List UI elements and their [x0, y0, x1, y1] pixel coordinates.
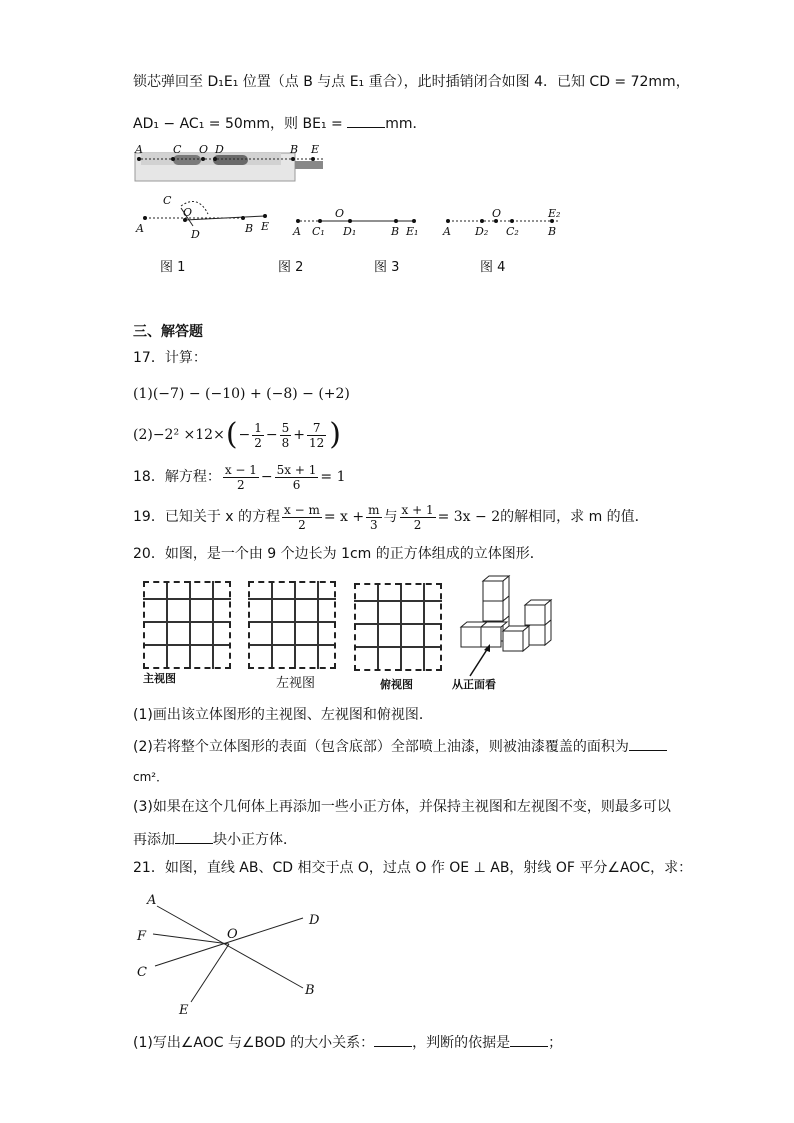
q21-part1-suffix: ； — [548, 1035, 563, 1051]
q21-point-o: O — [227, 927, 238, 942]
q16-line2-unit: mm． — [385, 116, 427, 132]
q21-point-b: B — [305, 983, 315, 998]
q21-part1-mid: ，判断的依据是 — [412, 1035, 511, 1051]
front-view-grid[interactable] — [143, 581, 231, 669]
q18-prefix: 18．解方程： — [133, 469, 221, 485]
q19-mid3: = 3x − 2 — [437, 509, 501, 525]
q20-part3-cont — [133, 829, 297, 850]
q17-part2-prefix: (2)−2² ×12× — [133, 427, 225, 443]
q18-frac-2: $\frac{5x + 1}{6}$ — [276, 462, 317, 492]
q21-reason-blank[interactable] — [510, 1032, 548, 1047]
fig2-label-b: B — [391, 225, 400, 238]
q21-point-f: F — [137, 929, 147, 944]
fig1-label-a: A — [136, 222, 144, 235]
q21-part1-prefix: (1)写出∠AOC 与∠BOD 的大小关系： — [133, 1035, 375, 1051]
figure-2 — [290, 205, 425, 240]
q16-line2 — [133, 113, 426, 134]
q19-prefix: 19．已知关于 x 的方程 — [133, 509, 280, 525]
left-view-caption: 左视图 — [276, 676, 316, 691]
caption-fig1: 图 1 — [160, 260, 186, 275]
q21-part1 — [133, 1032, 562, 1053]
fig3-label-e2: E₂ — [548, 207, 561, 220]
q19-frac-3: $\frac{x + 1}{2}$ — [401, 502, 434, 532]
fig3-label-a: A — [443, 225, 451, 238]
q21-point-a: A — [147, 893, 157, 908]
q16-answer-blank[interactable] — [347, 113, 385, 128]
arrow-caption: 从正面看 — [452, 678, 496, 691]
q20-part3-suffix: 块小正方体． — [213, 832, 297, 848]
q19-suffix: 的解相同，求 m 的值． — [500, 509, 649, 525]
fig2-label-c1: C₁ — [312, 225, 325, 238]
photo-label-o: O — [199, 143, 209, 156]
q21-relation-blank[interactable] — [374, 1032, 412, 1047]
photo-label-c: C — [173, 143, 182, 156]
q19-mid1: = x + — [323, 509, 365, 525]
q17-title: 17．计算： — [133, 350, 207, 366]
q16-line1: 锁芯弹回至 D₁E₁ 位置（点 B 与点 E₁ 重合），此时插销闭合如图 4．已知 CD = 72mm， — [133, 74, 690, 90]
q20-cubes-blank[interactable] — [175, 829, 213, 844]
top-view-grid[interactable] — [354, 583, 442, 671]
q19 — [133, 500, 649, 534]
q20-part2-unit: cm²． — [133, 770, 169, 784]
fig1-label-b: B — [245, 222, 254, 235]
q17-frac-3: $\frac{7}{12}$ — [309, 420, 325, 450]
photo-label-a: A — [135, 143, 143, 156]
caption-fig3: 图 3 — [374, 260, 400, 275]
left-view-grid[interactable] — [248, 581, 336, 669]
q21-point-c: C — [137, 965, 147, 980]
figure-1 — [133, 192, 278, 242]
q20-title: 20．如图，是一个由 9 个边长为 1cm 的正方体组成的立体图形． — [133, 546, 544, 562]
q19-frac-1: $\frac{x - m}{2}$ — [284, 502, 320, 532]
q21-point-e: E — [179, 1003, 189, 1018]
front-view-caption: 主视图 — [143, 672, 176, 685]
q20-area-blank[interactable] — [629, 736, 667, 751]
fig2-label-e1: E₁ — [406, 225, 419, 238]
q20-part2 — [133, 736, 667, 757]
fig3-label-d2: D₂ — [475, 225, 489, 238]
caption-fig4: 图 4 — [480, 260, 506, 275]
q20-part3: (3)如果在这个几何体上再添加一些小正方体，并保持主视图和左视图不变，则最多可以 — [133, 799, 671, 815]
fig3-label-o: O — [492, 207, 502, 220]
arrow-icon — [466, 640, 496, 680]
q21-title: 21．如图，直线 AB、CD 相交于点 O，过点 O 作 OE ⊥ AB，射线 OF 平分∠AOC，求： — [133, 860, 693, 876]
q17-frac-1: $\frac{1}{2}$ — [254, 420, 262, 450]
q21-angle-figure — [133, 890, 333, 1020]
fig2-label-a: A — [293, 225, 301, 238]
fig2-label-o: O — [335, 207, 345, 220]
q18-frac-1: $\frac{x - 1}{2}$ — [224, 462, 257, 492]
section-title: 三、解答题 — [133, 324, 203, 340]
q19-frac-2: $\frac{m}{3}$ — [368, 502, 380, 532]
q20-part1: (1)画出该立体图形的主视图、左视图和俯视图． — [133, 707, 433, 723]
caption-fig2: 图 2 — [278, 260, 304, 275]
fig1-label-e: E — [261, 220, 270, 233]
photo-label-e: E — [311, 143, 320, 156]
photo-label-b: B — [290, 143, 299, 156]
q16-line2-text: AD₁ − AC₁ = 50mm，则 BE₁ = — [133, 116, 348, 132]
q17-part1: (1)(−7) − (−10) + (−8) − (+2) — [133, 386, 350, 402]
q18: 18．解方程： $\frac{x - 1}{2}$ − $\frac{5x + 1}{6}$ = 1 — [133, 462, 346, 492]
q20-part2-text: (2)若将整个立体图形的表面（包含底部）全部喷上油漆，则被油漆覆盖的面积为 — [133, 739, 629, 755]
fig1-label-c: C — [163, 194, 172, 207]
fig3-label-c2: C₂ — [506, 225, 519, 238]
top-view-caption: 俯视图 — [380, 678, 413, 691]
fig2-label-d1: D₁ — [343, 225, 357, 238]
latch-photo — [133, 143, 333, 188]
q17-frac-2: $\frac{5}{8}$ — [281, 420, 290, 450]
fig3-label-b: B — [548, 225, 557, 238]
fig1-label-d: D — [191, 228, 200, 241]
q21-point-d: D — [309, 913, 320, 928]
fig1-label-o: O — [183, 206, 193, 219]
q17-part2: (2)−2² ×12× ( − $\frac{1}{2}$ − $\frac{5}{8}$ + $\frac{7}{12}$ ) — [133, 417, 342, 452]
photo-label-d: D — [215, 143, 224, 156]
q18-suffix: = 1 — [320, 469, 346, 485]
q19-mid2: 与 — [383, 509, 398, 525]
q20-part3-prefix: 再添加 — [133, 832, 175, 848]
figure-3 — [440, 205, 570, 240]
